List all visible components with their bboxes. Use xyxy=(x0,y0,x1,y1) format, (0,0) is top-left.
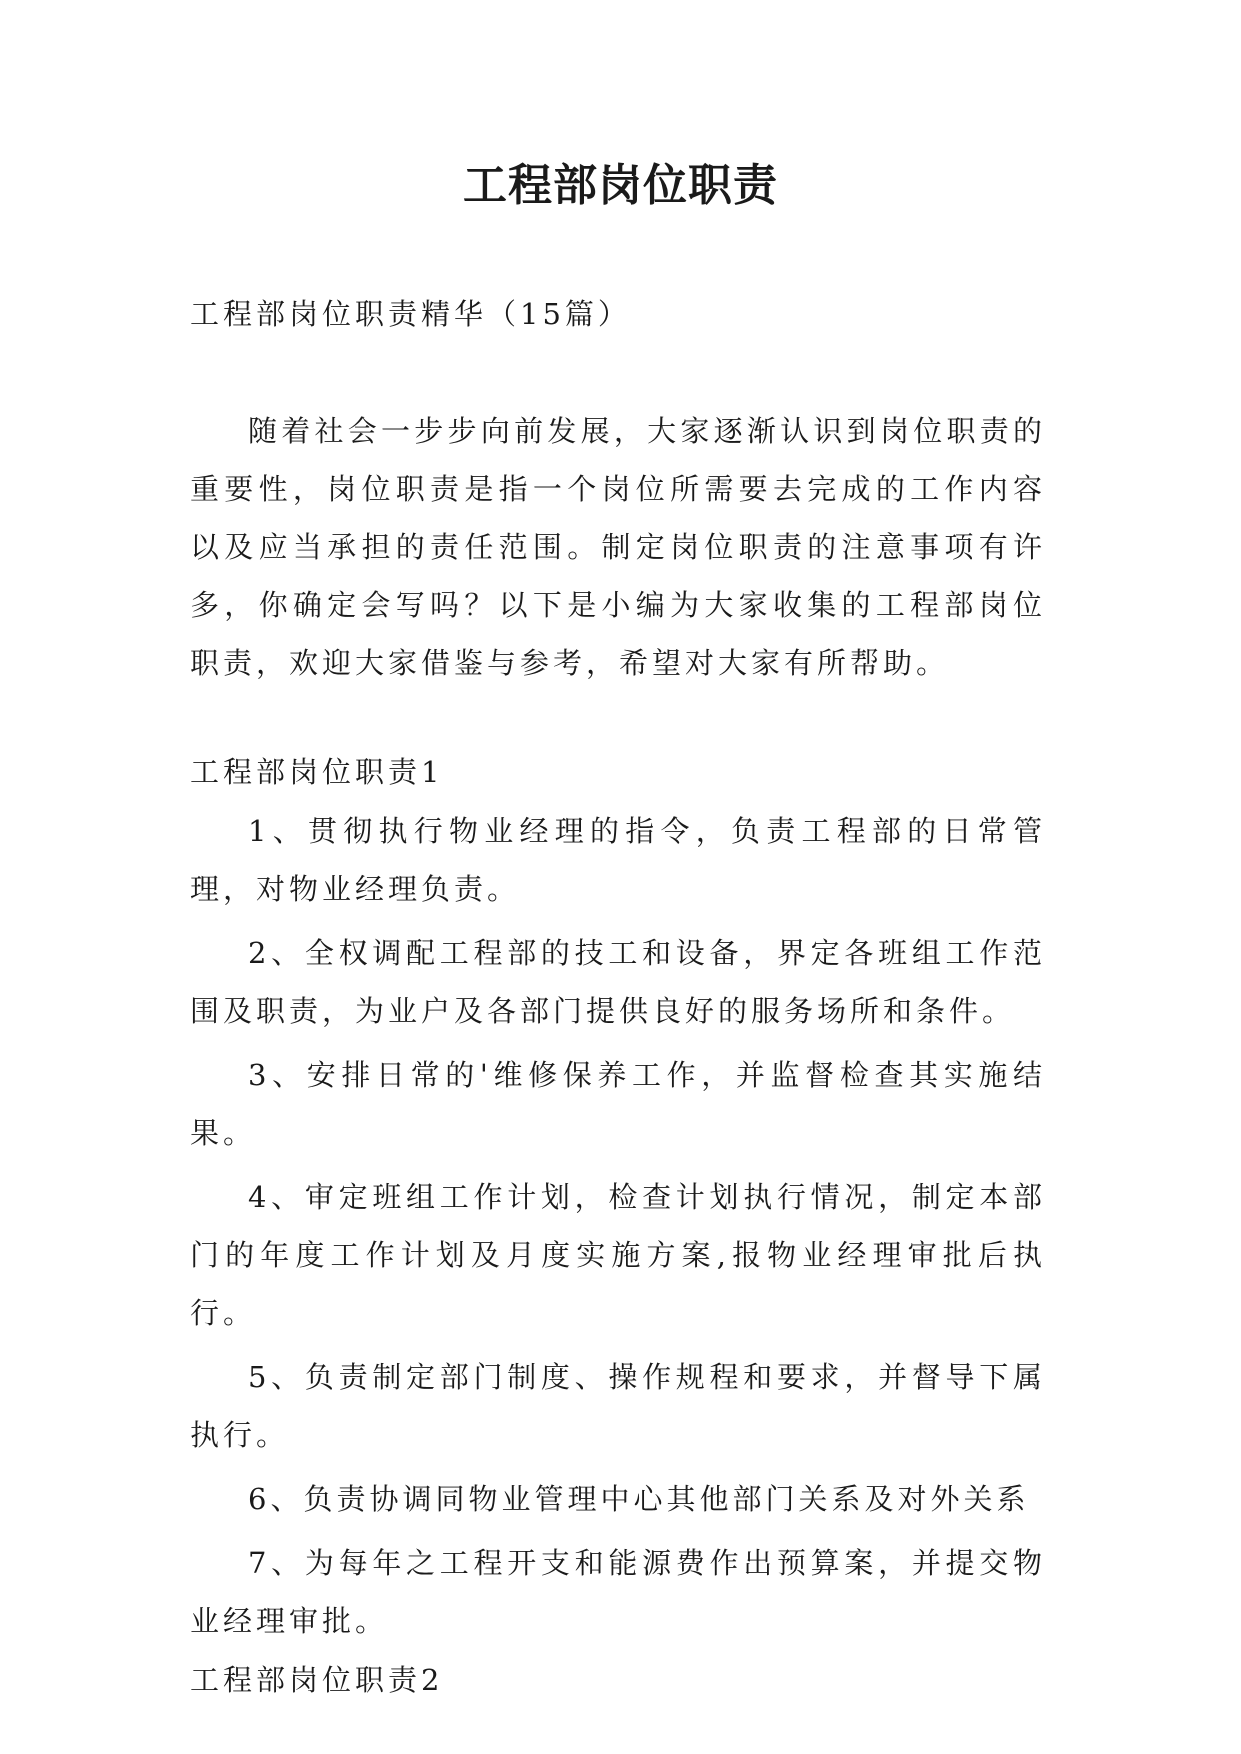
duty-item-6: 6、负责协调同物业管理中心其他部门关系及对外关系 xyxy=(248,1482,1030,1516)
duty-item-3: 3、安排日常的'维修保养工作，并监督检查其实施结果。 xyxy=(190,1058,1046,1150)
duty-item-1: 1、贯彻执行物业经理的指令，负责工程部的日常管理，对物业经理负责。 xyxy=(190,814,1046,906)
duty-item-7: 7、为每年之工程开支和能源费作出预算案，并提交物业经理审批。 xyxy=(190,1546,1046,1638)
section-heading-1: 工程部岗位职责1 xyxy=(190,755,444,789)
duty-list-1 xyxy=(190,802,1046,1650)
document-body xyxy=(190,290,1046,1704)
duty-item-5: 5、负责制定部门制度、操作规程和要求，并督导下属执行。 xyxy=(190,1360,1046,1452)
duty-item-4: 4、审定班组工作计划，检查计划执行情况，制定本部门的年度工作计划及月度实施方案,报物业经理审批后执行。 xyxy=(190,1180,1046,1330)
document-title: 工程部岗位职责 xyxy=(463,160,778,211)
section-heading-2: 工程部岗位职责2 xyxy=(190,1663,444,1697)
intro-paragraph: 随着社会一步步向前发展，大家逐渐认识到岗位职责的重要性，岗位职责是指一个岗位所需要去完成的工作内容以及应当承担的责任范围。制定岗位职责的注意事项有许多，你确定会写吗？以下是小编为大家收集的工程部岗位职责，欢迎大家借鉴与参考，希望对大家有所帮助。 xyxy=(190,414,1046,680)
document-subtitle: 工程部岗位职责精华（15篇） xyxy=(190,297,631,331)
duty-item-2: 2、全权调配工程部的技工和设备，界定各班组工作范围及职责，为业户及各部门提供良好的服务场所和条件。 xyxy=(190,936,1046,1028)
